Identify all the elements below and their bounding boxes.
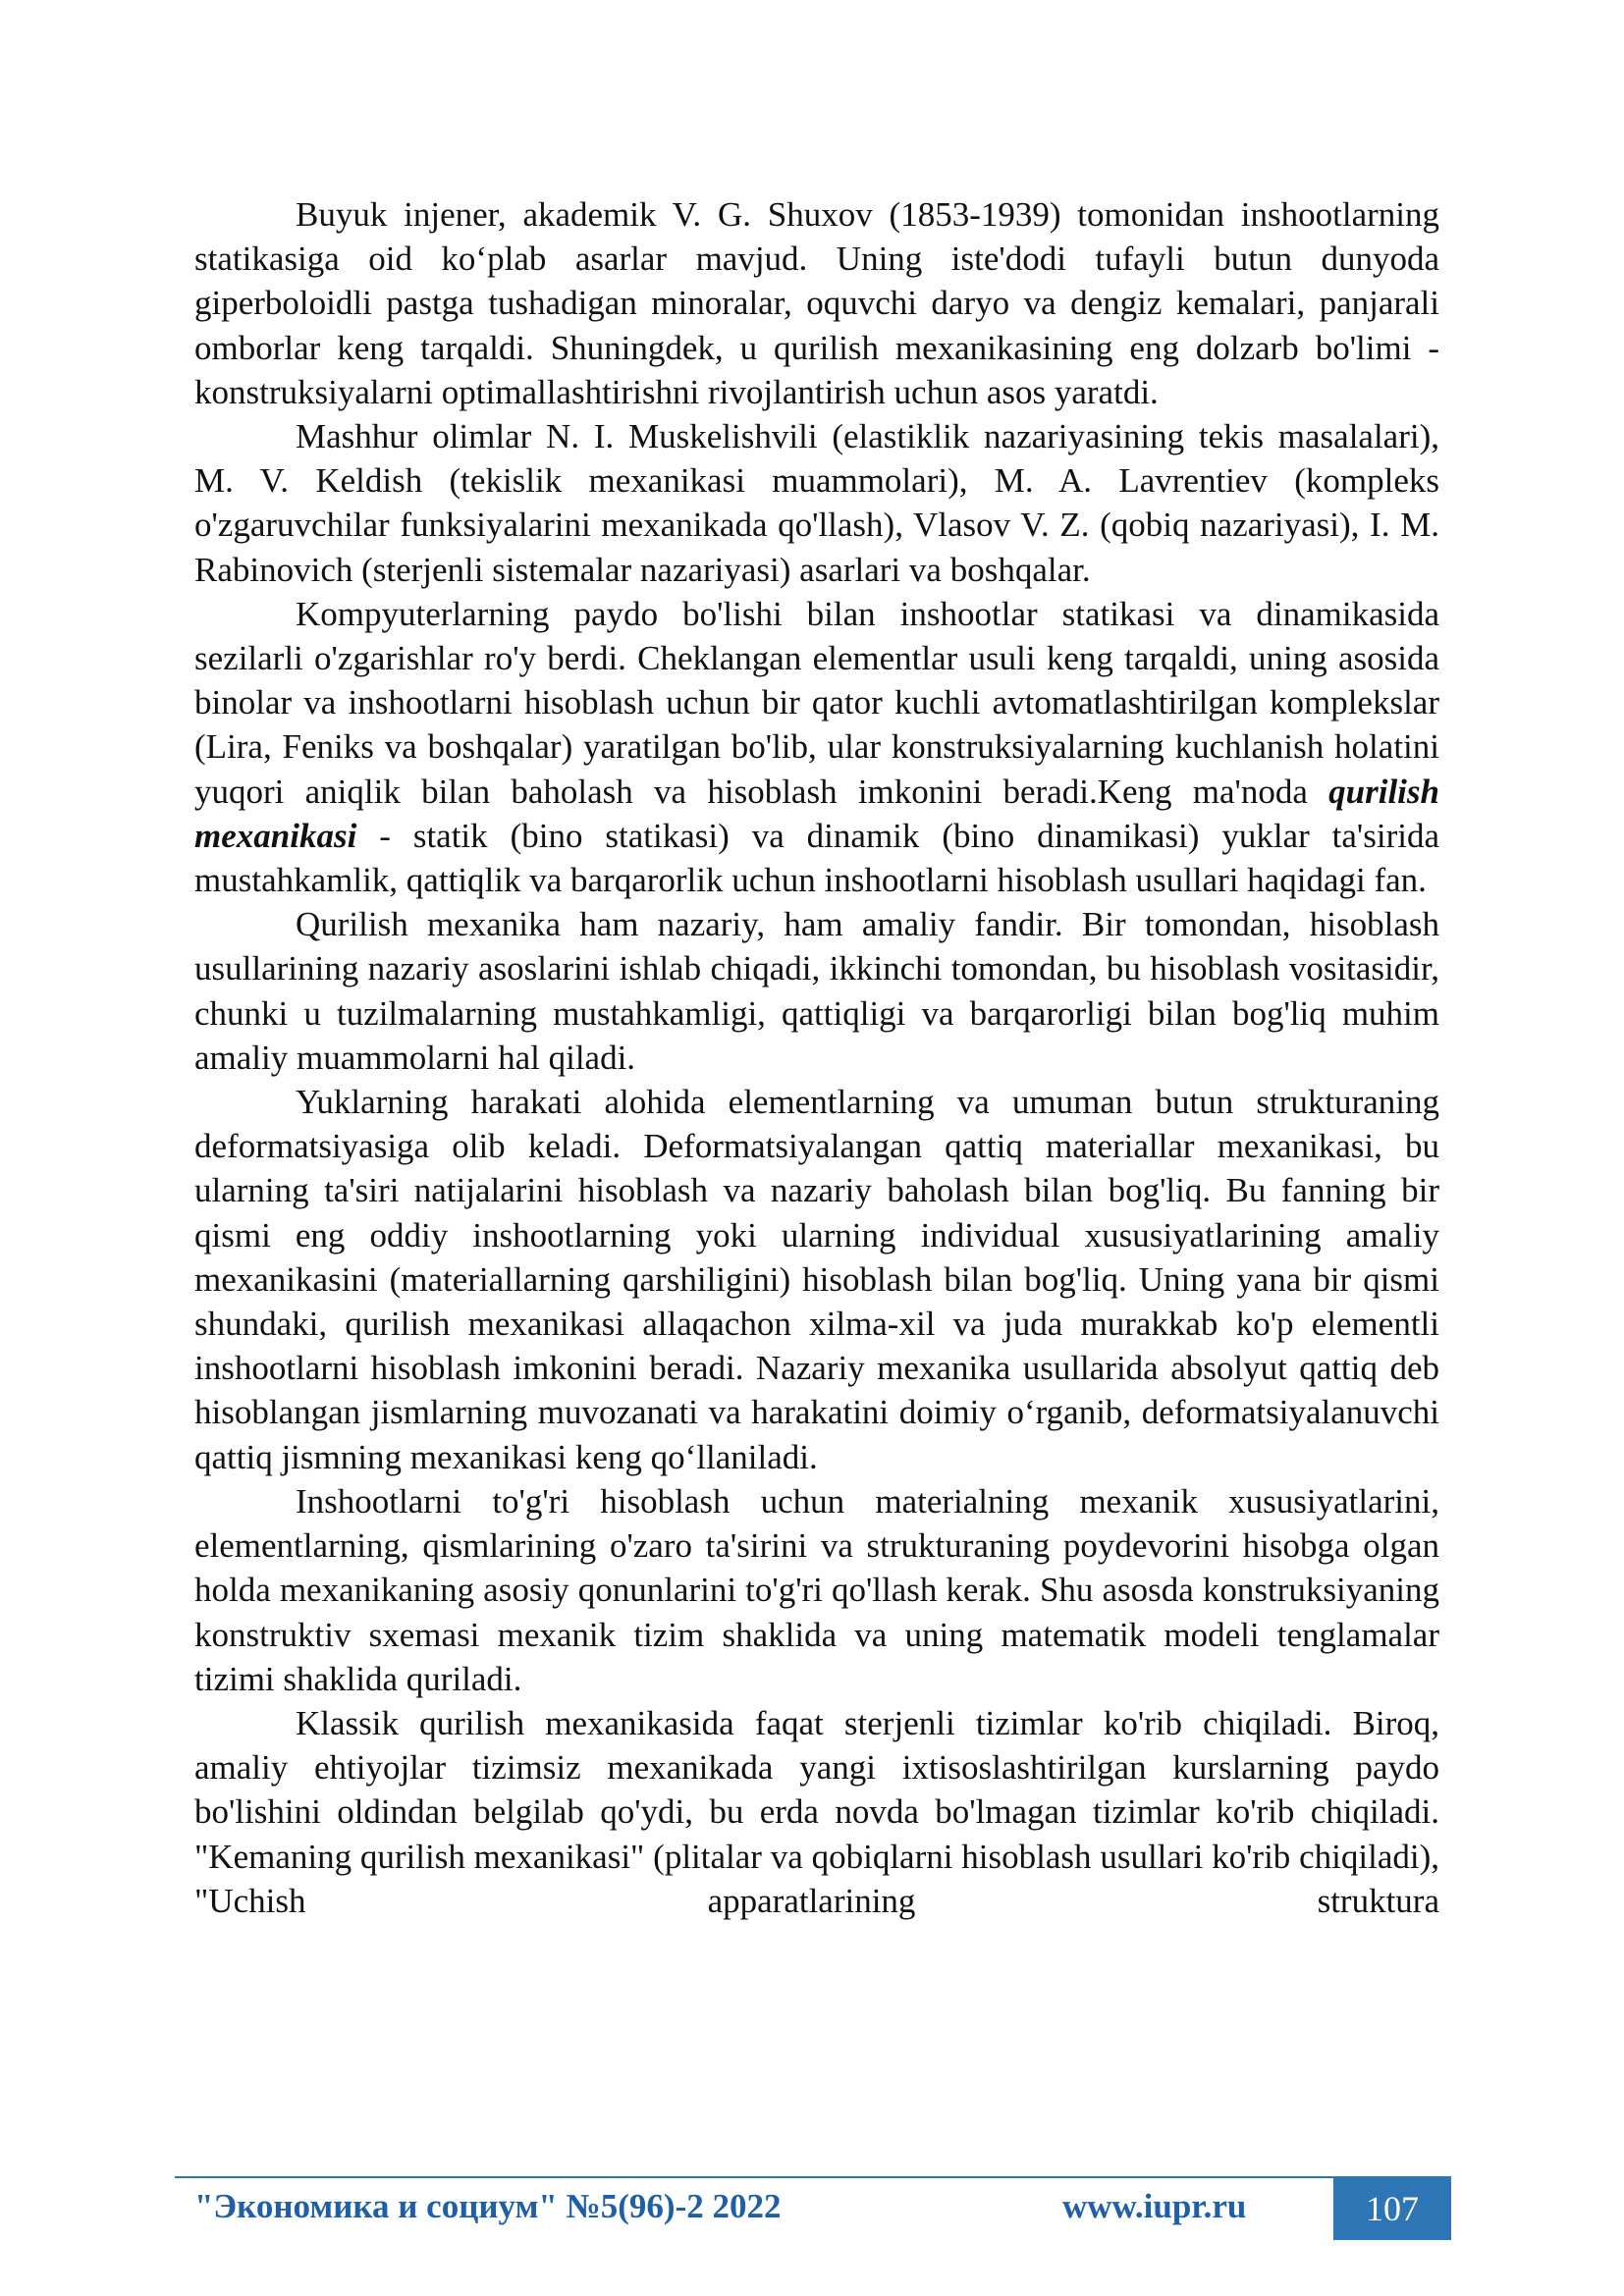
page-number-badge — [1333, 2177, 1451, 2240]
footer-journal-title: "Экономика и социум" №5(96)-2 2022 — [194, 2187, 782, 2225]
footer-divider — [175, 2176, 1451, 2178]
paragraph: Qurilish mexanika ham nazariy, ham amaliy fandir. Bir tomondan, hisoblash usullarining nazariy asoslarini ishlab chiqadi, ikkinchi tomondan, bu hisoblash vositasidir, chunki u tuzilmalarning mustahkamligi, qattiqligi va barqarorligi bilan bog'liq muhim amaliy muammolarni hal qiladi. — [194, 905, 1439, 1077]
paragraph — [194, 592, 1439, 902]
paragraph: Yuklarning harakati alohida elementlarning va umuman butun strukturaning deformatsiyasiga olib keladi. Deformatsiyalangan qattiq materiallar mexanikasi, bu ularning ta'siri natijalarini hisoblash va nazariy baholash bilan bog'liq. Bu fanning bir qismi eng oddiy inshootlarning yoki ularning individual xususiyatlarining amaliy mexanikasini (materiallarning qarshiligini) hisoblash bilan bog'liq. Uning yana bir qismi shundaki, qurilish mexanikasi allaqachon xilma-xil va juda murakkab ko'p elementli inshootlarni hisoblash imkonini beradi. Nazariy mexanika usullarida absolyut qattiq deb hisoblangan jismlarning muvozanati va harakatini doimiy o‘rganib, deformatsiyalanuvchi qattiq jismning mexanikasi keng qo‘llaniladi. — [194, 1083, 1439, 1476]
paragraph-text: - statik (bino statikasi) va dinamik (bino dinamikasi) yuklar ta'sirida mustahkamlik, qattiqlik va barqarorlik uchun inshootlarni hisoblash usullari haqidagi fan. — [194, 816, 1439, 900]
page-number: 107 — [1366, 2189, 1419, 2228]
paragraph: Buyuk injener, akademik V. G. Shuxov (1853-1939) tomonidan inshootlarning statikasiga oid ko‘plab asarlar mavjud. Uning iste'dodi tufayli butun dunyoda giperboloidli pastga tushadigan minoralar, oquvchi daryo va dengiz kemalari, panjarali omborlar keng tarqaldi. Shuningdek, u qurilish mexanikasining eng dolzarb bo'limi - konstruksiyalarni optimallashtirishni rivojlantirish uchun asos yaratdi. — [194, 195, 1439, 411]
paragraph: Inshootlarni to'g'ri hisoblash uchun materialning mexanik xususiyatlarini, elementlarning, qismlarining o'zaro ta'sirini va strukturaning poydevorini hisobga olgan holda mexanikaning asosiy qonunlarini to'g'ri qo'llash kerak. Shu asosda konstruksiyaning konstruktiv sxemasi mexanik tizim shaklida va uning matematik modeli tenglamalar tizimi shaklida quriladi. — [194, 1481, 1439, 1698]
footer-website-link[interactable]: www.iupr.ru — [1062, 2187, 1247, 2225]
paragraph: Klassik qurilish mexanikasida faqat sterjenli tizimlar ko'rib chiqiladi. Biroq, amaliy ehtiyojlar tizimsiz mexanikada yangi ixtisoslashtirilgan kurslarning paydo bo'lishini oldindan belgilab qo'ydi, bu erda novda bo'lmagan tizimlar ko'rib chiqiladi. "Kemaning qurilish mexanikasi" (plitalar va qobiqlarni hisoblash usullari ko'rib chiqiladi), "Uchish apparatlarining struktura — [194, 1703, 1439, 1920]
paragraph: Mashhur olimlar N. I. Muskelishvili (elastiklik nazariyasining tekis masalalari), M. V. Keldish (tekislik mexanikasi muammolari), M. A. Lavrentiev (kompleks o'zgaruvchilar funksiyalarini mexanikada qo'llash), Vlasov V. Z. (qobiq nazariyasi), I. M. Rabinovich (sterjenli sistemalar nazariyasi) asarlari va boshqalar. — [194, 417, 1439, 589]
emphasized-term: qurilish mexanikasi — [194, 772, 1439, 855]
article-body — [194, 192, 1439, 1923]
paragraph-text: Kompyuterlarning paydo bo'lishi bilan inshootlar statikasi va dinamikasida sezilarli o'zgarishlar ro'y berdi. Cheklangan elementlar usuli keng tarqaldi, uning asosida binolar va inshootlarni hisoblash uchun bir qator kuchli avtomatlashtirilgan komplekslar (Lira, Feniks va boshqalar) yaratilgan bo'lib, ular konstruksiyalarning kuchlanish holatini yuqori aniqlik bilan baholash va hisoblash imkonini beradi.Keng ma'noda — [194, 594, 1439, 811]
